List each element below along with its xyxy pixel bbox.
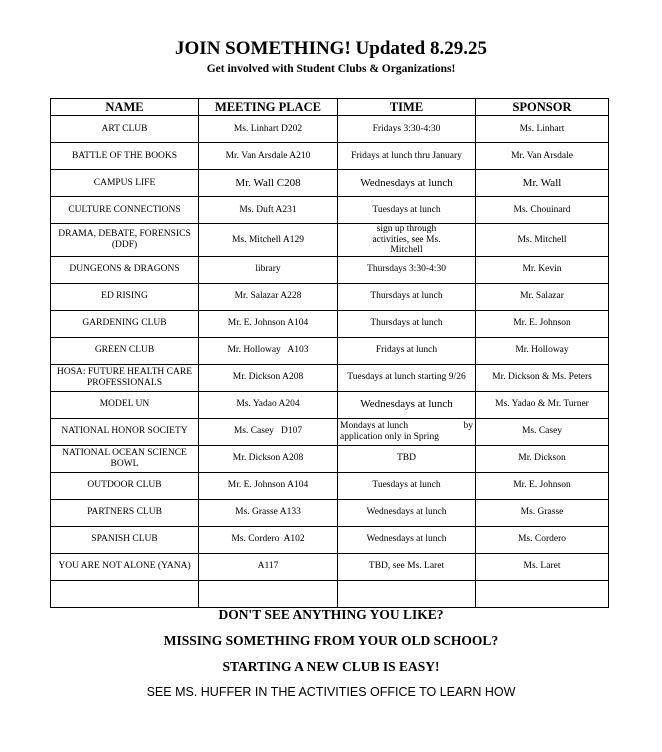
meeting-place: Ms. Mitchell A129 (199, 224, 338, 257)
table-row (51, 445, 609, 472)
club-name: HOSA: FUTURE HEALTH CARE PROFESSIONALS (51, 364, 199, 391)
meeting-place: Ms. Grasse A133 (199, 499, 338, 526)
empty-cell (51, 580, 199, 607)
meeting-time: Fridays at lunch (338, 337, 476, 364)
meeting-place: library (199, 256, 338, 283)
table-row (51, 337, 609, 364)
table-row (51, 553, 609, 580)
sponsor: Ms. Yadao & Mr. Turner (476, 391, 609, 418)
meeting-place: Mr. Dickson A208 (199, 445, 338, 472)
sponsor: Mr. Kevin (476, 256, 609, 283)
meeting-time: Fridays at lunch thru January (338, 143, 476, 170)
meeting-place: A117 (199, 553, 338, 580)
meeting-place: Ms. Cordero A102 (199, 526, 338, 553)
table-row (51, 499, 609, 526)
table-row (51, 224, 609, 257)
meeting-place: Mr. Dickson A208 (199, 364, 338, 391)
club-name: CULTURE CONNECTIONS (51, 197, 199, 224)
table-row (51, 391, 609, 418)
table-row (51, 283, 609, 310)
meeting-time-part: Mondays at lunch (340, 421, 409, 431)
sponsor: Mr. Dickson & Ms. Peters (476, 364, 609, 391)
sponsor: Ms. Chouinard (476, 197, 609, 224)
empty-cell (476, 580, 609, 607)
meeting-time: Wednesdays at lunch (338, 526, 476, 553)
page-title: JOIN SOMETHING! Updated 8.29.25 (175, 38, 487, 59)
sponsor: Ms. Laret (476, 553, 609, 580)
club-name: GARDENING CLUB (51, 310, 199, 337)
club-name: PARTNERS CLUB (51, 499, 199, 526)
sponsor: Ms. Cordero (476, 526, 609, 553)
meeting-place: Ms. Casey D107 (199, 418, 338, 445)
column-header-sponsor: SPONSOR (476, 99, 609, 116)
club-name: YOU ARE NOT ALONE (YANA) (51, 553, 199, 580)
footer-line-3: STARTING A NEW CLUB IS EASY! (222, 659, 440, 674)
table-row (51, 472, 609, 499)
page-subtitle: Get involved with Student Clubs & Organizations! (206, 63, 456, 75)
club-name: DRAMA, DEBATE, FORENSICS (DDF) (51, 224, 199, 257)
meeting-time-part: application only in Spring (340, 431, 439, 442)
empty-cell (338, 580, 476, 607)
sponsor: Ms. Linhart (476, 116, 609, 143)
sponsor: Ms. Grasse (476, 499, 609, 526)
meeting-place: Ms. Linhart D202 (199, 116, 338, 143)
club-name: GREEN CLUB (51, 337, 199, 364)
table-row (51, 197, 609, 224)
meeting-time: Thursdays 3:30-4:30 (338, 256, 476, 283)
table-row (51, 310, 609, 337)
meeting-time: Thursdays at lunch (338, 310, 476, 337)
meeting-place: Mr. Van Arsdale A210 (199, 143, 338, 170)
sponsor: Mr. E. Johnson (476, 472, 609, 499)
sponsor: Mr. Holloway (476, 337, 609, 364)
meeting-place: Ms. Duft A231 (199, 197, 338, 224)
column-header-name: NAME (51, 99, 199, 116)
table-row (51, 364, 609, 391)
sponsor: Mr. Van Arsdale (476, 143, 609, 170)
meeting-time-part: by (463, 421, 473, 431)
club-name: ED RISING (51, 283, 199, 310)
club-name: BATTLE OF THE BOOKS (51, 143, 199, 170)
meeting-time: Fridays 3:30-4:30 (338, 116, 476, 143)
meeting-place: Mr. Holloway A103 (199, 337, 338, 364)
club-name: OUTDOOR CLUB (51, 472, 199, 499)
table-row (51, 256, 609, 283)
meeting-place: Mr. E. Johnson A104 (199, 472, 338, 499)
meeting-time (338, 418, 476, 445)
club-name: DUNGEONS & DRAGONS (51, 256, 199, 283)
meeting-time: Wednesdays at lunch (338, 391, 476, 418)
footer-line-4: SEE MS. HUFFER IN THE ACTIVITIES OFFICE TO LEARN HOW (146, 685, 516, 699)
meeting-place: Mr. E. Johnson A104 (199, 310, 338, 337)
table-row-empty (51, 580, 609, 607)
club-name: MODEL UN (51, 391, 199, 418)
column-header-time: TIME (338, 99, 476, 116)
meeting-place: Ms. Yadao A204 (199, 391, 338, 418)
table-row (51, 143, 609, 170)
club-name: ART CLUB (51, 116, 199, 143)
club-name: SPANISH CLUB (51, 526, 199, 553)
sponsor: Ms. Mitchell (476, 224, 609, 257)
sponsor: Mr. Dickson (476, 445, 609, 472)
table-row (51, 418, 609, 445)
meeting-time: Thursdays at lunch (338, 283, 476, 310)
sponsor: Mr. E. Johnson (476, 310, 609, 337)
meeting-time: sign up through activities, see Ms. Mitchell (338, 224, 476, 257)
table-row (51, 116, 609, 143)
meeting-time: TBD (338, 445, 476, 472)
empty-cell (199, 580, 338, 607)
club-name: CAMPUS LIFE (51, 170, 199, 197)
meeting-time: Tuesdays at lunch (338, 197, 476, 224)
club-name: NATIONAL OCEAN SCIENCE BOWL (51, 445, 199, 472)
table-row (51, 170, 609, 197)
meeting-time: Tuesdays at lunch starting 9/26 (338, 364, 476, 391)
club-name: NATIONAL HONOR SOCIETY (51, 418, 199, 445)
table-row (51, 526, 609, 553)
sponsor: Mr. Wall (476, 170, 609, 197)
clubs-table (50, 98, 609, 608)
meeting-time: Tuesdays at lunch (338, 472, 476, 499)
meeting-time: Wednesdays at lunch (338, 170, 476, 197)
column-header-meeting-place: MEETING PLACE (199, 99, 338, 116)
meeting-place: Mr. Wall C208 (199, 170, 338, 197)
footer-line-1: DON'T SEE ANYTHING YOU LIKE? (218, 607, 444, 622)
sponsor: Ms. Casey (476, 418, 609, 445)
footer-line-2: MISSING SOMETHING FROM YOUR OLD SCHOOL? (163, 633, 499, 648)
meeting-place: Mr. Salazar A228 (199, 283, 338, 310)
meeting-time: TBD, see Ms. Laret (338, 553, 476, 580)
table-header-row (51, 99, 609, 116)
meeting-time: Wednesdays at lunch (338, 499, 476, 526)
sponsor: Mr. Salazar (476, 283, 609, 310)
